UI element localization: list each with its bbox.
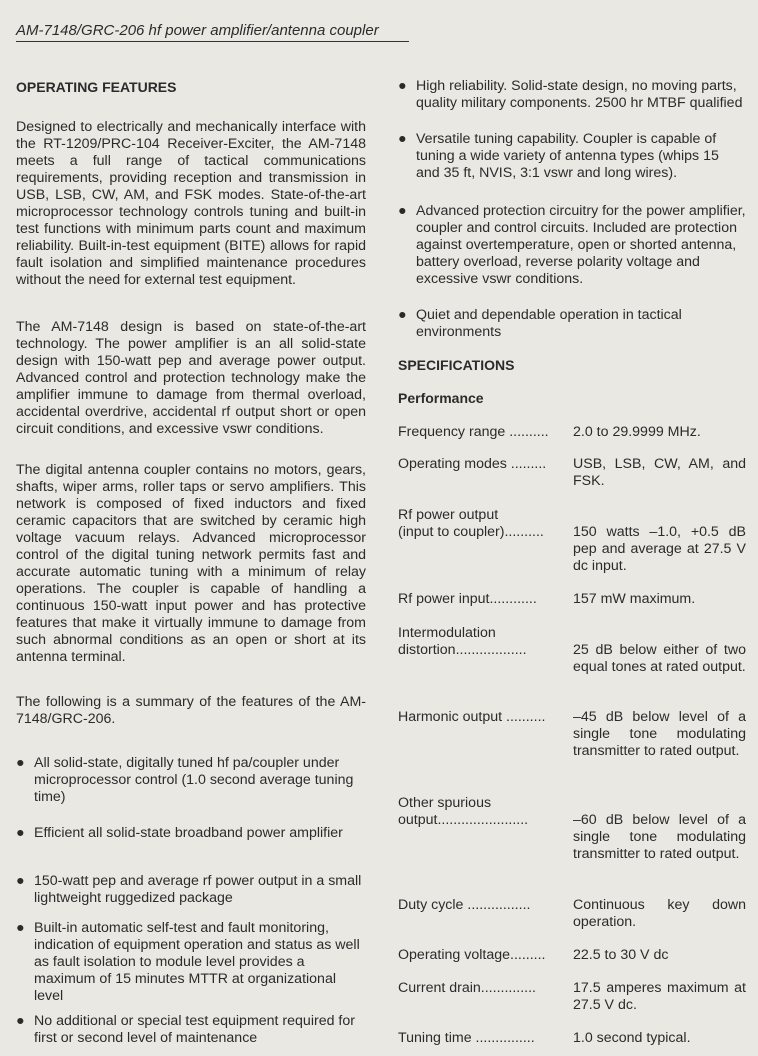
list-item: ● Efficient all solid-state broadband power amplifier — [16, 825, 343, 841]
spec-value: 17.5 amperes maximum at 27.5 V dc. — [573, 980, 746, 1013]
paragraph-summary: The following is a summary of the features of the AM-7148/GRC-206. — [16, 694, 366, 727]
list-item: ● Built-in automatic self-test and fault monitoring, indication of equipment operation and status as well as fault isolation to module level provides a maximum of 15 minutes MTTR at organizational level — [16, 920, 360, 1004]
spec-label: Frequency range .......... — [398, 424, 549, 440]
paragraph-design: The AM-7148 design is based on state-of-the-art technology. The power amplifier is an all solid-state design with 150-watt pep and average power output. Advanced control and protection technology make the amplifier immune to damage from thermal overload, accidental overdrive, accidental rf output short or open circuit conditions, and excessive vswr conditions. — [16, 319, 366, 437]
bullet-icon: ● — [398, 203, 407, 219]
spec-value: USB, LSB, CW, AM, and FSK. — [573, 456, 746, 489]
page-header: AM-7148/GRC-206 hf power amplifier/antenna coupler — [16, 22, 409, 42]
list-item: ● No additional or special test equipment required for first or second level of maintenance — [16, 1013, 355, 1046]
paragraph-intro: Designed to electrically and mechanically interface with the RT-1209/PRC-104 Receiver-Exciter, the AM-7148 meets a full range of tactical communications requirements, providing reception and transmission in USB, LSB, CW, AM, and FSK modes. State-of-the-art microprocessor technology controls tuning and built-in test functions with minimum parts count and maximum reliability. Built-in-test equipment (BITE) allows for rapid fault isolation and simplified maintenance procedures without the need for external test equipment. — [16, 119, 366, 288]
spec-label: Rf power output (input to coupler).......... — [398, 507, 544, 540]
bullet-icon: ● — [16, 1013, 25, 1029]
bullet-icon: ● — [398, 307, 407, 323]
list-item: ● Versatile tuning capability. Coupler is capable of tuning a wide variety of antenna types (whips 15 and 35 ft, NVIS, 3:1 vswr and long wires). — [398, 131, 719, 181]
spec-value: 150 watts –1.0, +0.5 dB pep and average at 27.5 V dc input. — [573, 524, 746, 574]
spec-value: 22.5 to 30 V dc — [573, 947, 669, 963]
spec-label: Rf power input............ — [398, 591, 537, 607]
list-item: ● Quiet and dependable operation in tactical environments — [398, 307, 682, 340]
spec-label: Current drain.............. — [398, 980, 536, 996]
list-item: ● 150-watt pep and average rf power output in a small lightweight ruggedized package — [16, 873, 362, 906]
spec-label: Operating modes ......... — [398, 456, 547, 472]
spec-value: Continuous key down operation. — [573, 897, 746, 930]
bullet-icon: ● — [16, 825, 25, 841]
bullet-icon: ● — [398, 131, 407, 147]
list-item: ● High reliability. Solid-state design, no moving parts, quality military components. 2500 hr MTBF qualified — [398, 78, 743, 111]
spec-label: Intermodulation distortion.................. — [398, 625, 527, 658]
paragraph-coupler: The digital antenna coupler contains no motors, gears, shafts, wiper arms, roller taps or servo amplifiers. This network is composed of fixed inductors and fixed ceramic capacitors that are switched by ceramic high voltage vacuum relays. Advanced microprocessor control of the digital tuning network permits fast and accurate automatic tuning with a minimum of relay operations. The coupler is capable of handling a continuous 150-watt input power and has protective features that make it virtually immune to damage from such abnormal conditions as an open or short at its antenna terminal. — [16, 462, 366, 665]
performance-subheading: Performance — [398, 390, 484, 406]
spec-label: Other spurious output....................... — [398, 795, 529, 828]
spec-label: Tuning time ............... — [398, 1030, 535, 1046]
spec-label: Duty cycle ................ — [398, 897, 531, 913]
bullet-icon: ● — [16, 920, 25, 936]
spec-value: –45 dB below level of a single tone modulating transmitter to rated output. — [573, 709, 746, 759]
list-item: ● All solid-state, digitally tuned hf pa/coupler under microprocessor control (1.0 second average tuning time) — [16, 755, 354, 805]
spec-value: 157 mW maximum. — [573, 591, 696, 607]
operating-features-heading: OPERATING FEATURES — [16, 79, 177, 95]
spec-value: 2.0 to 29.9999 MHz. — [573, 424, 701, 440]
spec-label: Harmonic output .......... — [398, 709, 546, 725]
spec-value: 1.0 second typical. — [573, 1030, 691, 1046]
spec-value: 25 dB below either of two equal tones at rated output. — [573, 642, 746, 675]
bullet-icon: ● — [16, 755, 25, 771]
specifications-heading: SPECIFICATIONS — [398, 357, 515, 373]
bullet-icon: ● — [398, 78, 407, 94]
list-item: ● Advanced protection circuitry for the power amplifier, coupler and control circuits. Included are protection against overtemperature, open or shorted antenna, battery overload, reverse polarity voltage and excessive vswr conditions. — [398, 203, 746, 287]
spec-value: –60 dB below level of a single tone modulating transmitter to rated output. — [573, 812, 746, 862]
bullet-icon: ● — [16, 873, 25, 889]
spec-label: Operating voltage......... — [398, 947, 546, 963]
